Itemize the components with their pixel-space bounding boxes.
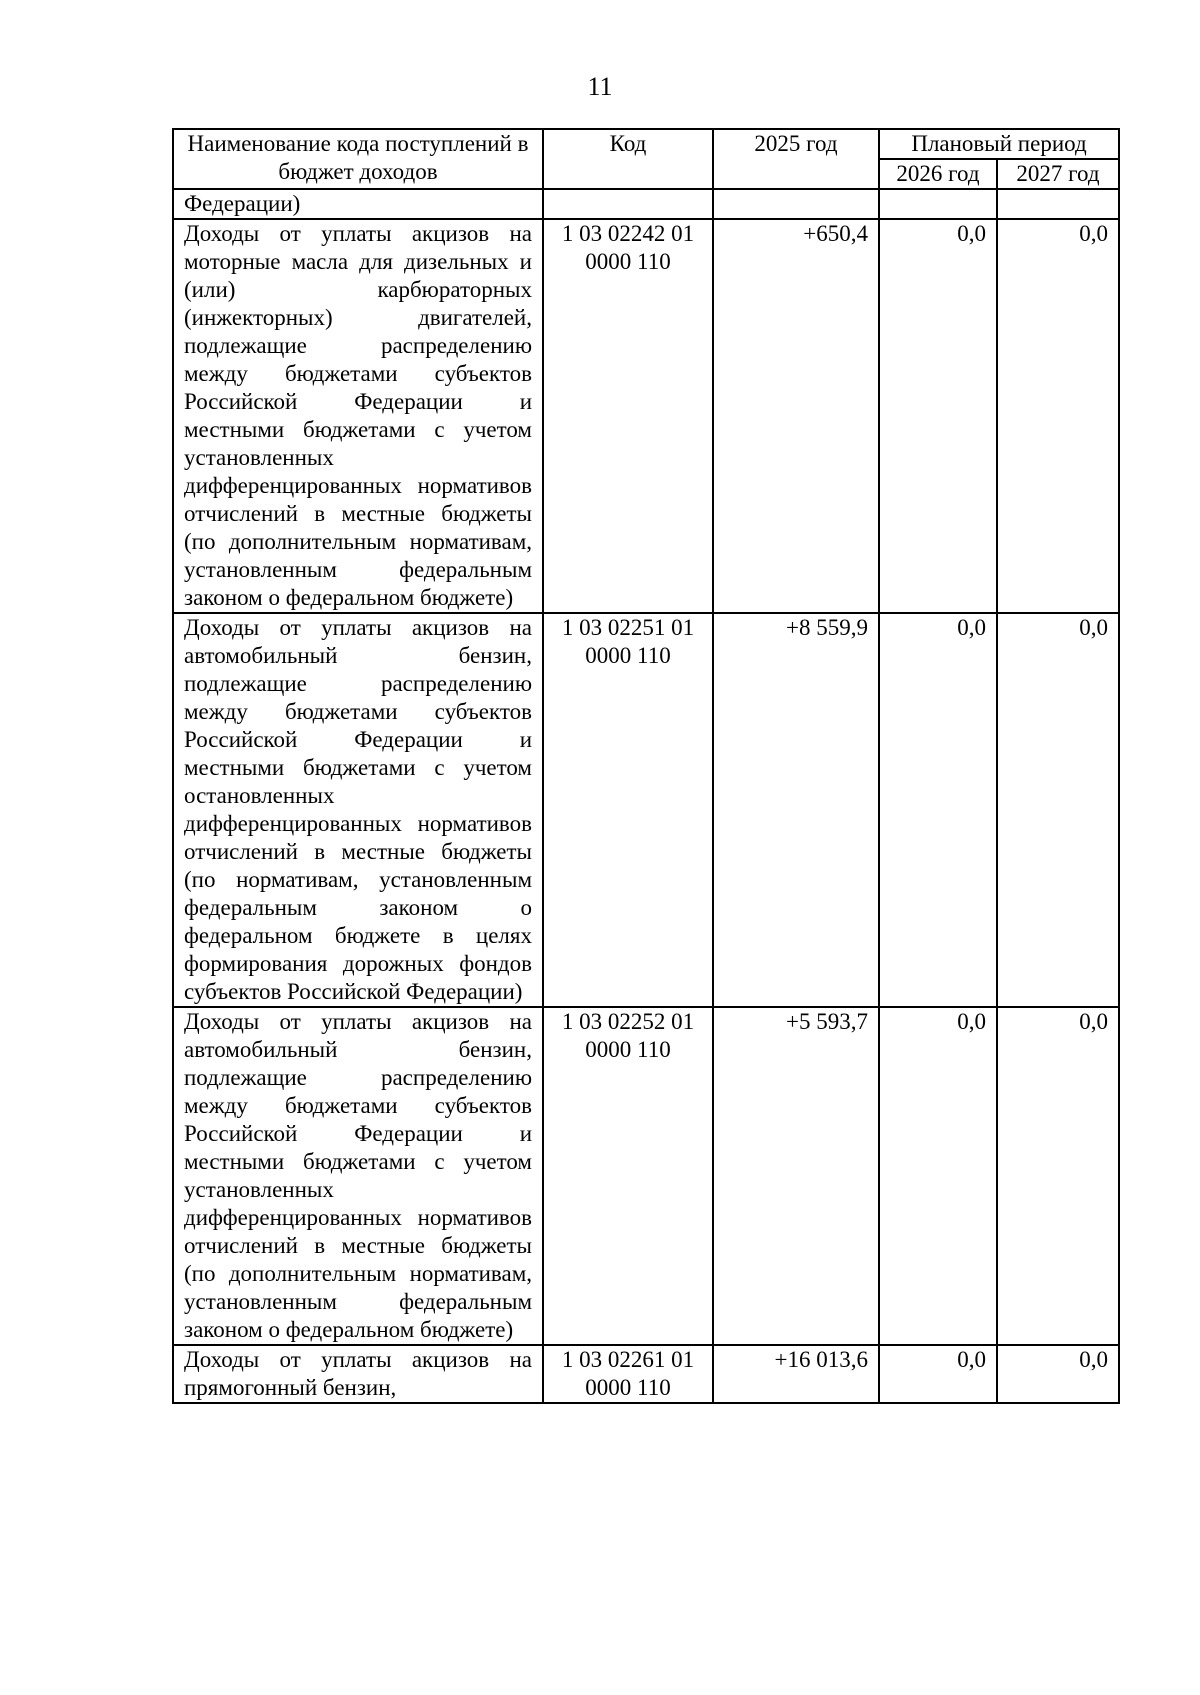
table-row: [173, 613, 1119, 1007]
table-row: [173, 1007, 1119, 1345]
row-value-2027: 0,0: [997, 219, 1119, 613]
row-value-2026: 0,0: [879, 1345, 997, 1403]
row-value-2025: +8 559,9: [713, 613, 879, 1007]
header-year-2027: 2027 год: [997, 159, 1119, 189]
table-row: [173, 1345, 1119, 1403]
page-number: 11: [587, 72, 613, 101]
table-header: [173, 129, 1119, 189]
table-row: [173, 219, 1119, 613]
header-code: Код: [543, 129, 713, 189]
row-code: 1 03 02261 01 0000 110: [543, 1345, 713, 1403]
row-value-2026: 0,0: [879, 219, 997, 613]
table-row: [173, 189, 1119, 219]
row-code: 1 03 02242 01 0000 110: [543, 219, 713, 613]
header-planned-period: Плановый период: [879, 129, 1119, 159]
row-code: 1 03 02251 01 0000 110: [543, 613, 713, 1007]
header-year-2025: 2025 год: [713, 129, 879, 189]
row-name: Доходы от уплаты акцизов на прямогонный бензин,: [173, 1345, 543, 1403]
row-value-2026: 0,0: [879, 1007, 997, 1345]
row-value-2025: +16 013,6: [713, 1345, 879, 1403]
row-code: [543, 189, 713, 219]
row-code: 1 03 02252 01 0000 110: [543, 1007, 713, 1345]
row-value-2025: +650,4: [713, 219, 879, 613]
row-value-2026: 0,0: [879, 613, 997, 1007]
revenue-table: [172, 128, 1120, 1404]
row-value-2027: [997, 189, 1119, 219]
row-name: Доходы от уплаты акцизов на автомобильный бензин, подлежащие распределению между бюджетами субъектов Российской Федерации и местными бюджетами с учетом остановленных дифференцированных нормативов отчислений в местные бюджеты (по нормативам, установленным федеральным законом о федеральном бюджете в целях формирования дорожных фондов субъектов Российской Федерации): [173, 613, 543, 1007]
header-year-2026: 2026 год: [879, 159, 997, 189]
row-value-2026: [879, 189, 997, 219]
row-name: Доходы от уплаты акцизов на автомобильный бензин, подлежащие распределению между бюджетами субъектов Российской Федерации и местными бюджетами с учетом установленных дифференцированных нормативов отчислений в местные бюджеты (по дополнительным нормативам, установленным федеральным законом о федеральном бюджете): [173, 1007, 543, 1345]
table-body: [173, 189, 1119, 1403]
row-value-2027: 0,0: [997, 1345, 1119, 1403]
row-name: Федерации): [173, 189, 543, 219]
row-value-2025: +5 593,7: [713, 1007, 879, 1345]
row-value-2025: [713, 189, 879, 219]
row-name: Доходы от уплаты акцизов на моторные масла для дизельных и (или) карбюраторных (инжекторных) двигателей, подлежащие распределению между бюджетами субъектов Российской Федерации и местными бюджетами с учетом установленных дифференцированных нормативов отчислений в местные бюджеты (по дополнительным нормативам, установленным федеральным законом о федеральном бюджете): [173, 219, 543, 613]
header-name: Наименование кода поступлений в бюджет доходов: [173, 129, 543, 189]
row-value-2027: 0,0: [997, 613, 1119, 1007]
row-value-2027: 0,0: [997, 1007, 1119, 1345]
